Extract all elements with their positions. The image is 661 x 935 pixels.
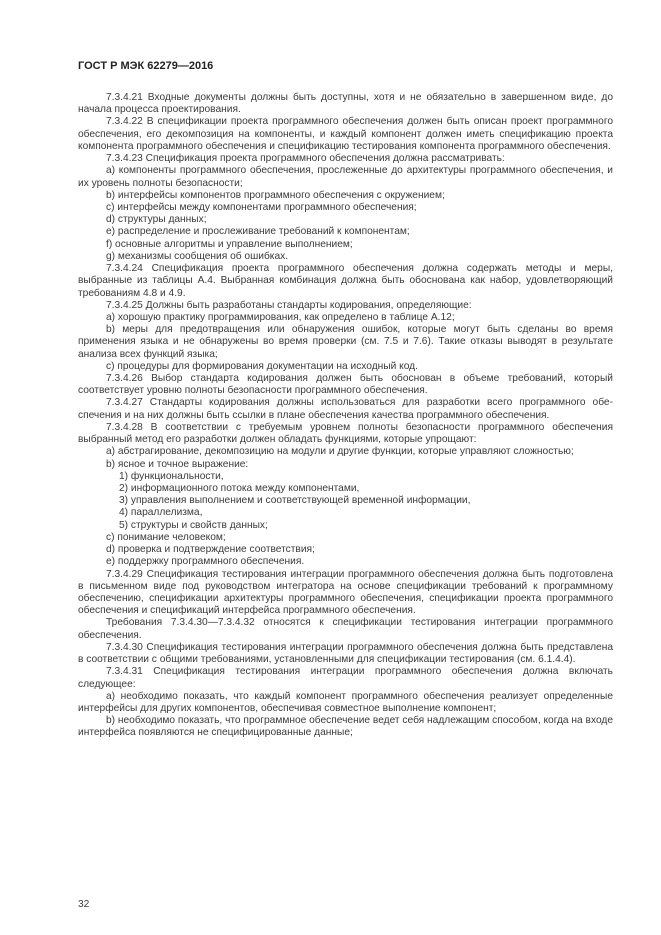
paragraph: 7.3.4.26 Выбор стандарта кодирования должен быть обоснован в объеме требований, который соответствует уровню полноты безопасности программного обеспечения. bbox=[78, 373, 613, 397]
paragraph: 7.3.4.21 Входные документы должны быть доступны, хотя и не обязательно в завершенном виде, до начала процесса проектирования. bbox=[78, 92, 613, 116]
paragraph: 7.3.4.27 Стандарты кодирования должны использоваться для разработки всего программного обеспечения и на них должны быть ссылки в плане обеспечения качества программного обеспечения. bbox=[78, 397, 613, 421]
paragraph: 7.3.4.25 Должны быть разработаны стандарты кодирования, определяющие: bbox=[106, 299, 472, 311]
paragraph: a) хорошую практику программирования, как определено в таблице А.12; bbox=[106, 311, 455, 323]
paragraph: a) абстрагирование, декомпозицию на модули и другие функции, которые управляют сложностью; bbox=[106, 446, 574, 458]
document-header: ГОСТ Р МЭК 62279—2016 bbox=[78, 60, 214, 72]
paragraph: g) механизмы сообщения об ошибках. bbox=[106, 250, 289, 262]
paragraph: 7.3.4.22 В спецификации проекта программного обеспечения должен быть описан проект программного обеспечения, его декомпозиция на компоненты, и каждый компонент должен иметь спецификацию проекта компонента программного обеспечения и спецификацию тестирования компонента программного обеспечения. bbox=[78, 116, 613, 152]
paragraph: 1) функциональности, bbox=[119, 470, 224, 482]
paragraph: a) компоненты программного обеспечения, прослеженные до архитектуры программного обеспечения, и их уровень полноты безопасности; bbox=[78, 165, 613, 189]
paragraph: 3) управления выполнением и соответствующей временной информации, bbox=[119, 495, 471, 507]
paragraph: e) поддержку программного обеспечения. bbox=[106, 556, 305, 568]
paragraph: e) распределение и прослеживание требований к компонентам; bbox=[106, 226, 410, 238]
paragraph: c) процедуры для формирования документации на исходный код. bbox=[106, 360, 418, 372]
paragraph: b) ясное и точное выражение: bbox=[106, 458, 249, 470]
paragraph: b) меры для предотвращения или обнаружения ошибок, которые могут быть сделаны во время применения языка и не обнаружены во время проверки (см. 7.5 и 7.6). Такие отказы выводят в результате анализа всех функций языка; bbox=[78, 324, 613, 360]
paragraph: d) проверка и подтверждение соответствия; bbox=[106, 544, 315, 556]
paragraph: 7.3.4.31 Спецификация тестирования интеграции программного обеспечения должна включать следующее: bbox=[78, 666, 613, 690]
paragraph: Требования 7.3.4.30—7.3.4.32 относятся к спецификации тестирования интеграции программного обеспечения. bbox=[78, 617, 613, 641]
paragraph: 7.3.4.29 Спецификация тестирования интеграции программного обеспечения должна быть подготовлена в письменном виде под руководством интегратора на основе спецификации требований к программному обеспечению, спецификации архитектуры программного обеспечения, спецификации проекта программного обеспечения и спецификаций интерфейса программного обеспечения. bbox=[78, 568, 613, 617]
paragraph: b) необходимо показать, что программное обеспечение ведет себя надлежащим способом, когда на входе интерфейса появляются не специфицированные данные; bbox=[78, 715, 613, 739]
paragraph: 7.3.4.24 Спецификация проекта программного обеспечения должна содержать методы и меры, выбранные из таблицы А.4. Выбранная комбинация должна быть обоснована как набор, удовлетворяющий требованиям 4.8 и 4.9. bbox=[78, 263, 613, 299]
paragraph: f) основные алгоритмы и управление выполнением; bbox=[106, 238, 353, 250]
paragraph: b) интерфейсы компонентов программного обеспечения с окружением; bbox=[106, 189, 445, 201]
paragraph: 2) информационного потока между компонентами, bbox=[119, 483, 360, 494]
paragraph: d) структуры данных; bbox=[106, 214, 207, 226]
paragraph: 7.3.4.28 В соответствии с требуемым уровнем полноты безопасности программного обеспечения выбранный метод его разработки должен обладать функциями, которые упрощают: bbox=[78, 421, 613, 446]
paragraph: 4) параллелизма, bbox=[119, 507, 203, 519]
paragraph: 5) структуры и свойств данных; bbox=[119, 519, 268, 531]
paragraph: 7.3.4.30 Спецификация тестирования интеграции программного обеспечения должна быть представлена в соответствии с общими требованиями, установленными для спецификации тестирования (см. 6.1.4.4). bbox=[78, 641, 613, 666]
paragraph: c) интерфейсы между компонентами программного обеспечения; bbox=[106, 201, 417, 213]
page-number: 32 bbox=[78, 899, 90, 910]
document-body bbox=[78, 92, 613, 740]
paragraph: a) необходимо показать, что каждый компонент программного обеспечения реализует определенные интерфейсы для других компонентов, обеспечивая совместное выполнение компонент; bbox=[78, 690, 613, 714]
paragraph: 7.3.4.23 Спецификация проекта программного обеспечения должна рассматривать: bbox=[106, 153, 505, 165]
paragraph: c) понимание человеком; bbox=[106, 531, 226, 543]
